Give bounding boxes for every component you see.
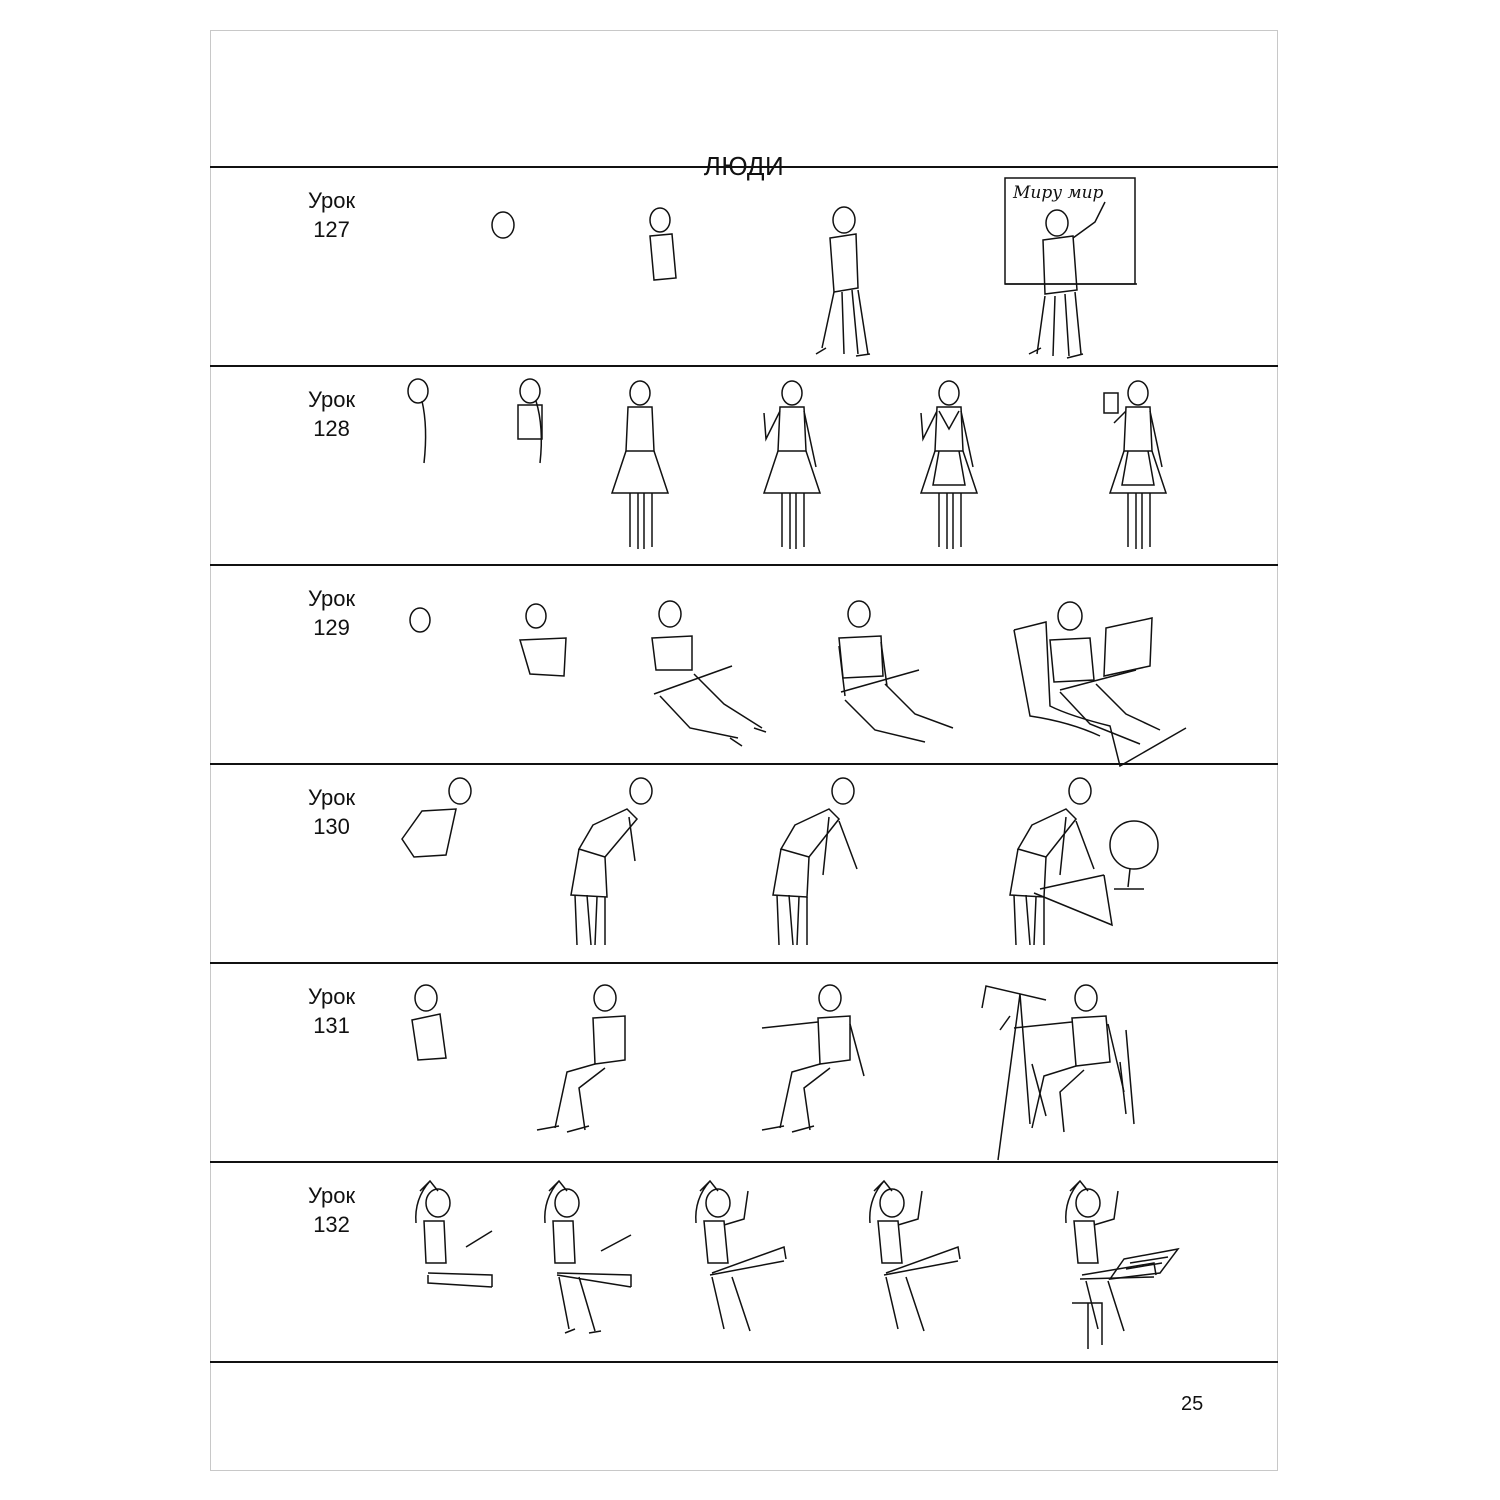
boy-standing-step-3 [808,168,888,366]
boy-head-step-1 [490,168,530,366]
lesson-row-128 [210,365,1278,565]
girl-desk-step-1 [408,1163,508,1361]
boy-head-step-1 [406,566,446,764]
svg-text:Миру мир: Миру мир [1013,183,1104,203]
boy-sitting-arms-step-4 [835,566,965,764]
girl-desk-step-2 [535,1163,645,1361]
girl-holding-card-step-6 [1102,367,1182,565]
girl-bust-step-1 [406,964,466,1162]
boy-laptop-chair-step-5 [1010,566,1190,764]
page-title: ЛЮДИ [703,151,785,181]
boy-torso-step-2 [642,168,692,366]
lesson-label: Урок 129 [308,586,356,640]
lesson-row-131 [210,962,1278,1162]
lesson-row-132 [210,1161,1278,1363]
boy-leaning-step-3 [765,765,875,963]
girl-torso-step-2 [514,367,564,565]
lesson-label: Урок 131 [308,984,356,1038]
boy-writing-on-board-step-4 [1005,168,1145,366]
boy-torso-step-2 [520,566,580,764]
boy-sitting-step-3 [650,566,780,764]
lesson-row-127 [210,166,1278,366]
girl-pointing-step-3 [758,964,888,1162]
boy-bending-step-2 [565,765,665,963]
girl-standing-step-3 [610,367,680,565]
girl-waving-step-4 [758,367,838,565]
boy-globe-step-4 [1000,765,1170,963]
girl-desk-hand-up-step-3 [688,1163,798,1361]
lesson-label: Урок 128 [308,387,356,441]
lesson-label: Урок 132 [308,1183,356,1237]
girl-desk-hand-up-step-4 [862,1163,972,1361]
lesson-label: Урок 130 [308,785,356,839]
girl-desk-book-step-5 [1058,1163,1188,1361]
lesson-label: Урок 127 [308,188,356,242]
boy-head-bent-step-1 [400,765,480,963]
lesson-row-129 [210,564,1278,764]
lesson-row-130 [210,763,1278,963]
girl-apron-step-5 [915,367,995,565]
girl-sitting-step-2 [535,964,645,1162]
workbook-page [210,30,1278,1471]
girl-head-step-1 [404,367,444,565]
page-number: 25 [1181,1393,1204,1415]
girl-painting-easel-step-4 [980,964,1150,1162]
